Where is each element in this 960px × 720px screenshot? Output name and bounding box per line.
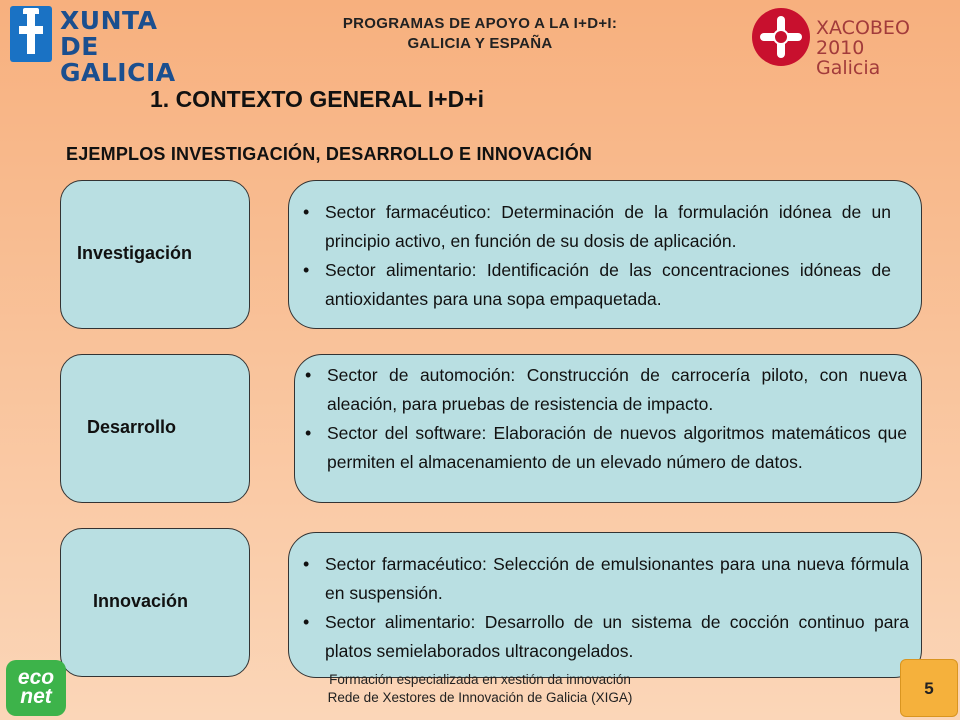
content-box-desarrollo bbox=[294, 354, 922, 503]
bullet-item: • Sector alimentario: Identificación de las concentraciones idóneas de antioxidantes para una sopa empaquetada. bbox=[301, 256, 891, 314]
econet-logo: eco net bbox=[6, 660, 66, 716]
header-title bbox=[270, 14, 690, 54]
label-box-investigacion bbox=[60, 180, 250, 329]
label-box-innovacion bbox=[60, 528, 250, 677]
footer-line2: Rede de Xestores de Innovación de Galicia (XIGA) bbox=[327, 690, 633, 705]
bullet-item: • Sector alimentario: Desarrollo de un sistema de cocción continuo para platos semielaborados ultracongelados. bbox=[301, 608, 909, 666]
content-box-innovacion bbox=[288, 532, 922, 678]
header-title-line2: GALICIA Y ESPAÑA bbox=[407, 35, 553, 52]
section-subtitle: EJEMPLOS INVESTIGACIÓN, DESARROLLO E INNOVACIÓN bbox=[66, 144, 593, 164]
header-title-line1: PROGRAMAS DE APOYO A LA I+D+I: bbox=[342, 15, 618, 32]
page-number-badge: 5 bbox=[900, 659, 958, 717]
label-box-desarrollo bbox=[60, 354, 250, 503]
xunta-logo-text: XUNTA DE GALICIA bbox=[60, 6, 176, 87]
bullet-item: • Sector farmacéutico: Selección de emulsionantes para una nueva fórmula en suspensión. bbox=[301, 550, 909, 608]
xunta-logo bbox=[10, 6, 210, 87]
xacobeo-logo bbox=[752, 8, 960, 79]
content-box-investigacion bbox=[288, 180, 922, 329]
xunta-shield-icon bbox=[10, 6, 52, 62]
footer-line1: Formación especializada en xestión da innovación bbox=[329, 672, 631, 687]
bullet-item: • Sector del software: Elaboración de nuevos algoritmos matemáticos que permiten el almacenamiento de un elevado número de datos. bbox=[303, 419, 907, 477]
bullet-item: • Sector farmacéutico: Determinación de la formulación idónea de un principio activo, en función de su dosis de aplicación. bbox=[301, 198, 891, 256]
label-innovacion: Innovación bbox=[93, 591, 189, 611]
xacobeo-logo-text: XACOBEO 2010 Galicia bbox=[816, 17, 910, 79]
label-investigacion: Investigación bbox=[77, 243, 193, 263]
bullet-item: • Sector de automoción: Construcción de carrocería piloto, con nueva aleación, para pruebas de resistencia de impacto. bbox=[303, 361, 907, 419]
footer-text bbox=[250, 671, 710, 707]
label-desarrollo: Desarrollo bbox=[87, 417, 177, 437]
xacobeo-cross-icon bbox=[752, 8, 810, 66]
page-title: 1. CONTEXTO GENERAL I+D+i bbox=[150, 86, 485, 112]
